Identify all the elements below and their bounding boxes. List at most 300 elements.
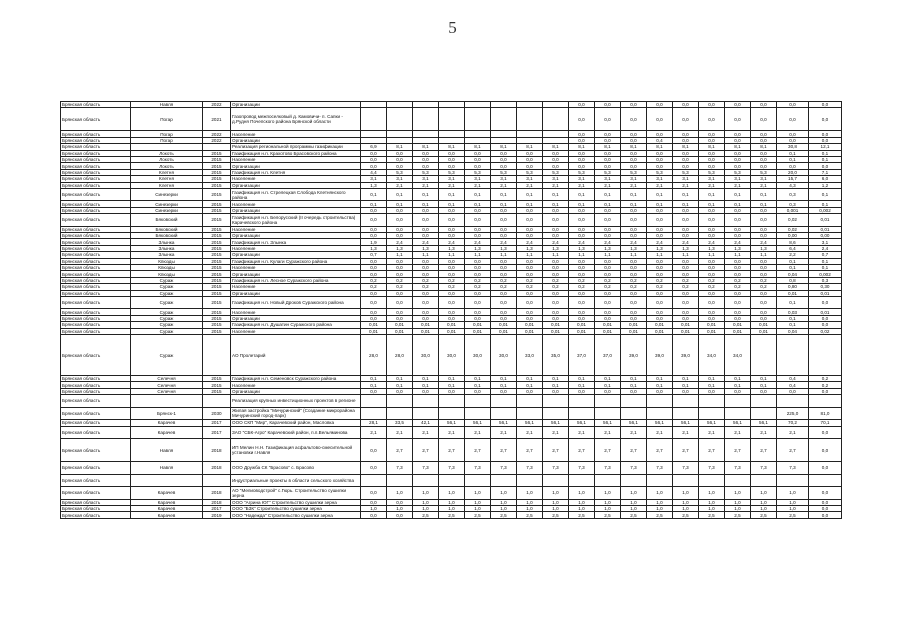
value-cell: 0,0 [647,131,673,137]
year-cell: 2015 [203,382,231,388]
value-cell: 1,1 [413,252,439,258]
value-cell: 0,01 [543,328,569,334]
region-cell: Брянская область [61,335,131,376]
value-cell: 0,2 [387,284,413,290]
value-cell: 0,0 [809,137,842,143]
value-cell: 7,3 [413,462,439,475]
locality-cell: Сураж [131,296,203,309]
value-cell: 0,1 [725,201,751,207]
value-cell: 8,1 [465,144,491,150]
value-cell: 2,1 [621,182,647,188]
value-cell: 0,1 [699,376,725,382]
value-cell: 0,0 [387,265,413,271]
value-cell: 2,5 [751,512,777,518]
value-cell: 8,6 [777,239,809,245]
value-cell: 0,02 [809,328,842,334]
value-cell: 0,0 [439,214,465,227]
value-cell: 0,0 [725,102,751,108]
year-cell [203,395,231,408]
value-cell [517,108,543,131]
region-cell: Брянская область [61,407,131,420]
value-cell: 0,0 [595,150,621,156]
value-cell: 0,0 [647,207,673,213]
value-cell: 0,0 [725,214,751,227]
value-cell: 1,0 [517,499,543,505]
value-cell: 1,0 [647,499,673,505]
value-cell: 0,0 [699,163,725,169]
value-cell: 0,0 [809,315,842,321]
value-cell: 0,1 [569,188,595,201]
value-cell: 0,2 [517,284,543,290]
value-cell: 0,01 [595,328,621,334]
value-cell: 0,2 [413,284,439,290]
region-cell: Брянская область [61,245,131,251]
value-cell: 0,0 [809,131,842,137]
value-cell: 0,0 [595,137,621,143]
value-cell: 0,0 [699,214,725,227]
value-cell: 1,3 [361,182,387,188]
value-cell: 0,0 [647,214,673,227]
value-cell: 0,0 [673,271,699,277]
gasification-table [60,101,842,519]
value-cell: 1,1 [543,252,569,258]
value-cell: 0,0 [809,322,842,328]
value-cell: 0,2 [595,284,621,290]
value-cell: 0,0 [413,388,439,394]
value-cell: 8,1 [699,144,725,150]
value-cell: 1,3 [621,245,647,251]
value-cell: 2,7 [699,439,725,462]
value-cell: 0,1 [673,188,699,201]
value-cell: 39,0 [621,335,647,376]
description-cell: Организации [231,252,361,258]
value-cell: 7,3 [699,462,725,475]
region-cell: Брянская область [61,150,131,156]
value-cell: 2,1 [465,426,491,439]
value-cell: 2,7 [543,439,569,462]
region-cell: Брянская область [61,462,131,475]
value-cell [725,474,751,487]
value-cell: 0,0 [621,131,647,137]
value-cell: 2,7 [465,439,491,462]
value-cell: 2,1 [491,182,517,188]
value-cell: 0,0 [647,388,673,394]
value-cell [491,108,517,131]
locality-cell: Синезерки [131,207,203,213]
value-cell: 0,80 [777,284,809,290]
value-cell: 0,7 [361,252,387,258]
value-cell: 0,0 [595,258,621,264]
value-cell: 1,0 [517,506,543,512]
value-cell: 0,00 [809,233,842,239]
region-cell: Брянская область [61,474,131,487]
value-cell: 0,4 [777,382,809,388]
value-cell: 3,1 [517,176,543,182]
value-cell: 0,0 [595,265,621,271]
value-cell: 0,0 [621,102,647,108]
value-cell [809,395,842,408]
value-cell: 0,2 [699,277,725,283]
value-cell: 0,0 [569,226,595,232]
value-cell: 0,1 [647,382,673,388]
value-cell: 0,04 [777,328,809,334]
value-cell: 1,0 [647,487,673,500]
year-cell [203,335,231,376]
value-cell: 8,1 [647,144,673,150]
value-cell: 0,2 [543,277,569,283]
value-cell: 0,02 [777,226,809,232]
value-cell: 8,1 [543,144,569,150]
value-cell: 2,5 [543,512,569,518]
value-cell: 0,01 [491,322,517,328]
value-cell [595,474,621,487]
value-cell: 1,1 [465,252,491,258]
description-cell: Реализация крупных инвестиционных проектов в регионе [231,395,361,408]
value-cell: 0,0 [387,233,413,239]
value-cell: 2,7 [673,439,699,462]
value-cell: 1,1 [517,252,543,258]
value-cell: 0,0 [361,290,387,296]
value-cell: 0,01 [439,322,465,328]
locality-cell: Сураж [131,290,203,296]
value-cell: 0,0 [491,214,517,227]
value-cell [413,108,439,131]
value-cell: 0,0 [621,296,647,309]
value-cell: 2,5 [699,512,725,518]
value-cell: 1,3 [413,245,439,251]
value-cell: 1,0 [413,487,439,500]
value-cell [465,395,491,408]
value-cell: 0,0 [361,207,387,213]
value-cell: 2,1 [413,426,439,439]
value-cell: 0,01 [621,322,647,328]
locality-cell: Бяковский [131,214,203,227]
description-cell: Организации [231,137,361,143]
value-cell: 0,1 [777,150,809,156]
description-cell: Газификация н.п. Душатин Суражского района [231,322,361,328]
value-cell: 0,0 [621,108,647,131]
value-cell: 2,1 [387,426,413,439]
value-cell: 0,1 [647,376,673,382]
value-cell: 0,0 [809,439,842,462]
value-cell [517,474,543,487]
value-cell: 0,1 [809,258,842,264]
value-cell: 0,01 [413,322,439,328]
description-cell: Организации [231,102,361,108]
locality-cell: Карачев [131,426,203,439]
value-cell: 0,1 [621,188,647,201]
value-cell: 0,1 [439,382,465,388]
value-cell: 0,0 [517,226,543,232]
value-cell [413,407,439,420]
value-cell: 0,0 [699,102,725,108]
value-cell: 5,3 [699,169,725,175]
value-cell: 7,3 [439,462,465,475]
value-cell: 0,0 [699,315,725,321]
value-cell: 0,1 [491,376,517,382]
value-cell: 0,0 [413,214,439,227]
value-cell: 0,2 [439,284,465,290]
value-cell [361,108,387,131]
value-cell: 0,0 [725,315,751,321]
value-cell: 0,2 [361,284,387,290]
value-cell: 1,1 [439,252,465,258]
value-cell: 2,4 [465,239,491,245]
value-cell: 0,1 [621,376,647,382]
value-cell: 0,2 [647,277,673,283]
value-cell: 0,01 [725,322,751,328]
value-cell: 0,01 [699,322,725,328]
value-cell: 34,0 [699,335,725,376]
description-cell: Население [231,309,361,315]
value-cell: 0,0 [491,226,517,232]
value-cell: 0,0 [809,499,842,505]
value-cell: 2,1 [777,426,809,439]
value-cell: 0,0 [725,207,751,213]
locality-cell: Навля [131,102,203,108]
value-cell: 2,5 [569,512,595,518]
year-cell: 2015 [203,226,231,232]
value-cell: 0,1 [361,376,387,382]
region-cell: Брянская область [61,376,131,382]
value-cell [361,407,387,420]
description-cell: Газификация н.п. Новый Дроков Суражского района [231,296,361,309]
value-cell: 0,0 [621,258,647,264]
value-cell: 2,5 [413,512,439,518]
value-cell: 0,01 [673,328,699,334]
value-cell: 0,0 [569,233,595,239]
value-cell: 0,0 [439,156,465,162]
region-cell: Брянская область [61,499,131,505]
value-cell: 2,1 [673,426,699,439]
value-cell: 0,0 [725,271,751,277]
region-cell: Брянская область [61,296,131,309]
year-cell: 2015 [203,207,231,213]
value-cell: 0,0 [569,309,595,315]
value-cell: 0,1 [595,382,621,388]
value-cell: 0,1 [569,382,595,388]
region-cell: Брянская область [61,163,131,169]
value-cell: 0,1 [725,188,751,201]
value-cell: 0,0 [569,258,595,264]
value-cell: 0,1 [361,382,387,388]
value-cell: 1,0 [569,487,595,500]
value-cell: 0,0 [595,156,621,162]
value-cell: 0,0 [673,102,699,108]
value-cell: 0,0 [647,265,673,271]
value-cell: 0,01 [647,322,673,328]
table-row [61,474,842,487]
value-cell: 0,0 [751,163,777,169]
region-cell: Брянская область [61,506,131,512]
value-cell: 0,0 [439,150,465,156]
year-cell: 2022 [203,137,231,143]
value-cell: 0,0 [751,309,777,315]
value-cell: 2,4 [751,239,777,245]
region-cell: Брянская область [61,258,131,264]
value-cell: 0,01 [673,322,699,328]
value-cell: 1,0 [673,487,699,500]
year-cell: 2015 [203,239,231,245]
value-cell: 0,0 [569,271,595,277]
value-cell: 0,0 [439,163,465,169]
locality-cell: Сураж [131,322,203,328]
value-cell: 1,0 [439,506,465,512]
value-cell: 2,7 [621,439,647,462]
value-cell: 0,0 [621,309,647,315]
value-cell: 0,0 [439,226,465,232]
region-cell: Брянская область [61,322,131,328]
value-cell: 0,0 [751,265,777,271]
value-cell: 28,0 [361,335,387,376]
value-cell: 0,1 [777,315,809,321]
value-cell: 0,0 [647,150,673,156]
value-cell [725,407,751,420]
locality-cell [131,474,203,487]
description-cell: АО Пролетарий [231,335,361,376]
value-cell: 0,0 [751,388,777,394]
table-row [61,439,842,462]
value-cell: 0,0 [517,258,543,264]
value-cell: 0,3 [777,201,809,207]
value-cell: 2,1 [439,426,465,439]
description-cell: Газификация н.п. Семеновск Суражского района [231,376,361,382]
value-cell: 0,2 [465,284,491,290]
value-cell: 0,0 [751,233,777,239]
value-cell: 0,0 [439,258,465,264]
locality-cell: Карачев [131,487,203,500]
value-cell: 8,1 [621,144,647,150]
value-cell: 0,0 [413,309,439,315]
value-cell: 0,0 [725,163,751,169]
value-cell: 0,01 [809,214,842,227]
value-cell: 0,1 [647,201,673,207]
value-cell: 0,0 [387,271,413,277]
description-cell: Население [231,245,361,251]
value-cell: 0,1 [361,201,387,207]
value-cell: 0,1 [491,201,517,207]
value-cell: 0,4 [777,376,809,382]
value-cell: 0,0 [465,388,491,394]
value-cell [569,474,595,487]
value-cell [361,474,387,487]
value-cell: 2,1 [543,426,569,439]
value-cell: 1,1 [699,252,725,258]
value-cell: 0,0 [595,309,621,315]
value-cell: 30,0 [491,335,517,376]
value-cell: 0,0 [387,290,413,296]
locality-cell [131,395,203,408]
value-cell: 0,0 [777,163,809,169]
description-cell: Население [231,382,361,388]
value-cell: 0,2 [465,277,491,283]
description-cell: Организации [231,315,361,321]
year-cell: 2030 [203,407,231,420]
value-cell: 0,0 [725,233,751,239]
value-cell: 0,01 [543,322,569,328]
year-cell: 2017 [203,426,231,439]
value-cell: 0,2 [751,284,777,290]
value-cell: 2,1 [491,426,517,439]
region-cell: Брянская область [61,252,131,258]
value-cell: 0,0 [387,207,413,213]
value-cell: 0,2 [699,284,725,290]
description-cell: ООО "Надежда" Строительство сушилки зерна [231,512,361,518]
value-cell: 0,0 [517,233,543,239]
region-cell: Брянская область [61,108,131,131]
table-row [61,335,842,376]
value-cell: 0,1 [439,188,465,201]
value-cell: 0,0 [725,156,751,162]
value-cell: 0,0 [809,462,842,475]
value-cell: 0,0 [413,258,439,264]
value-cell [491,407,517,420]
value-cell: 8,1 [569,144,595,150]
region-cell: Брянская область [61,277,131,283]
value-cell: 7,1 [809,169,842,175]
value-cell [387,407,413,420]
value-cell: 7,3 [387,462,413,475]
region-cell: Брянская область [61,102,131,108]
value-cell: 0,0 [725,388,751,394]
value-cell [465,407,491,420]
region-cell: Брянская область [61,188,131,201]
description-cell: Население [231,265,361,271]
value-cell: 2,4 [439,239,465,245]
region-cell: Брянская область [61,233,131,239]
value-cell: 0,0 [517,315,543,321]
value-cell: 28,0 [387,335,413,376]
value-cell: 5,3 [725,169,751,175]
locality-cell: Клетня [131,176,203,182]
value-cell: 1,0 [413,499,439,505]
value-cell: 0,0 [725,226,751,232]
region-cell: Брянская область [61,176,131,182]
value-cell: 0,0 [699,388,725,394]
value-cell: 0,0 [361,309,387,315]
value-cell: 2,7 [751,439,777,462]
value-cell: 1,3 [569,245,595,251]
value-cell: 1,0 [491,506,517,512]
value-cell: 1,1 [491,252,517,258]
value-cell: 0,0 [647,271,673,277]
locality-cell: Клетня [131,169,203,175]
value-cell [777,395,809,408]
year-cell: 2015 [203,258,231,264]
year-cell: 2015 [203,315,231,321]
value-cell: 0,1 [413,201,439,207]
value-cell: 56,1 [491,420,517,426]
value-cell: 1,0 [413,506,439,512]
value-cell: 0,0 [517,163,543,169]
value-cell: 7,3 [543,462,569,475]
value-cell: 42,1 [413,420,439,426]
value-cell: 0,0 [387,309,413,315]
value-cell: 0,1 [569,201,595,207]
value-cell: 0,0 [569,207,595,213]
value-cell: 0,0 [465,315,491,321]
value-cell [387,395,413,408]
value-cell: 1,0 [491,487,517,500]
value-cell: 56,1 [621,420,647,426]
value-cell: 0,1 [465,382,491,388]
value-cell: 56,1 [751,420,777,426]
value-cell: 0,0 [809,506,842,512]
value-cell: 0,0 [751,214,777,227]
value-cell: 0,0 [543,296,569,309]
value-cell: 8,1 [387,144,413,150]
value-cell: 3,1 [569,176,595,182]
